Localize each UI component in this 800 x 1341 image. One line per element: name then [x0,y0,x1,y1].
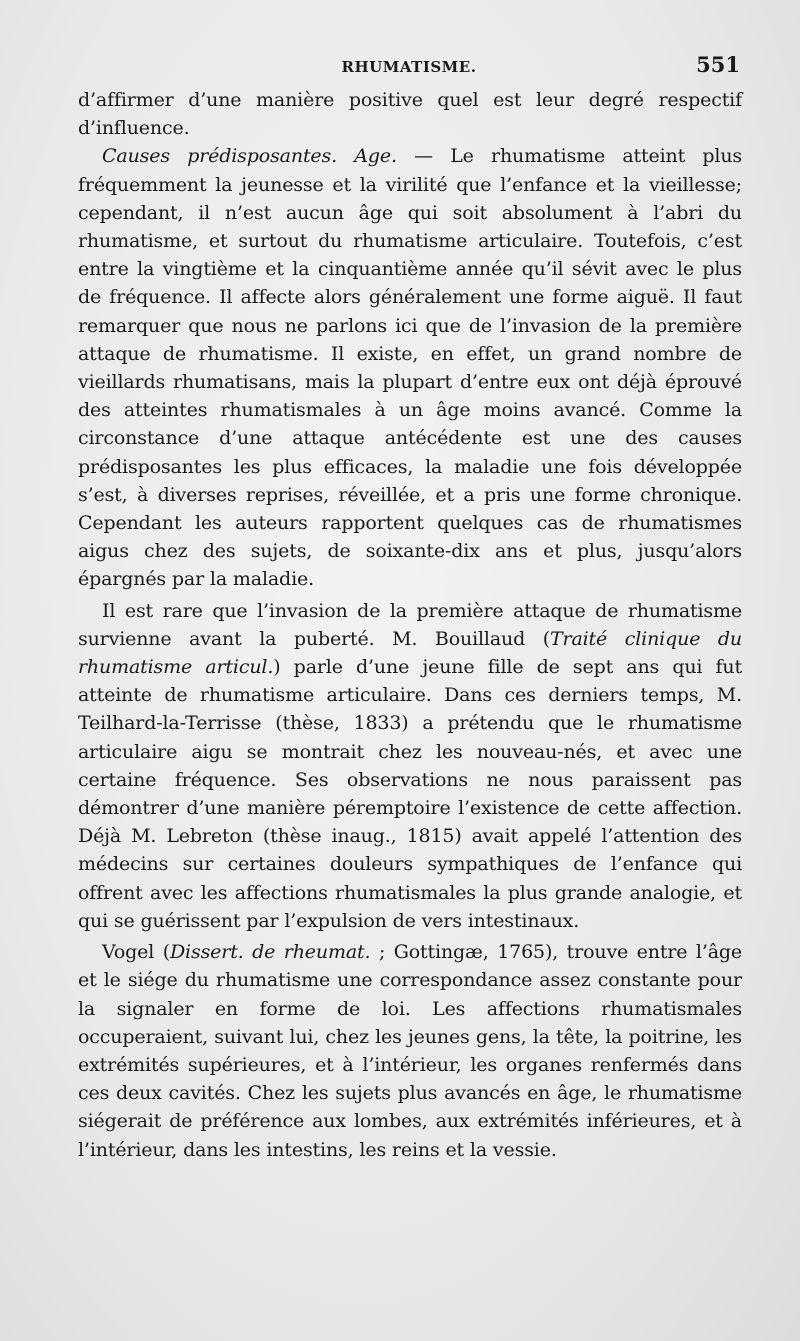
text-run: — Le rhumatisme atteint plus fréquemment la jeunesse et la virilité que l’enfance et la vieillesse; cependant, il n’est aucun âge qui soit absolument à l’abri du rhumatisme, et surtout du rhumatisme articulaire. Toutefois, c’est entre la vingtième et la cinquantième année qu’il sévit avec le plus de fréquence. Il affecte alors généralement une forme aiguë. Il faut remarquer que nous ne parlons ici que de l’invasion de la première attaque de rhumatisme. Il existe, en effet, un grand nombre de vieillards rhumatisans, mais la plupart d’entre eux ont déjà éprouvé des atteintes rhumatismales à un âge moins avancé. Comme la circonstance d’une attaque antécédente est une des causes prédisposantes les plus efficaces, la maladie une fois développée s’est, à diverses reprises, réveillée, et a pris une forme chronique. Cependant les auteurs rapportent quelques cas de rhumatismes aigus chez des sujets, de soixante-dix ans et plus, jusqu’alors épargnés par la maladie. [78,145,743,591]
text-run: Vogel ( [102,941,170,964]
text-run: ) parle d’une jeune fille de sept ans qui fut atteinte de rhumatisme articulaire. Dans ces derniers temps, M. Teilhard-la-Terrisse (thèse, 1833) a prétendu que le rhumatisme articulaire aigu se montrait chez les nouveau-nés, et avec une certaine fréquence. Ses observations ne nous paraissent pas démontrer d’une manière péremptoire l’existence de cette affection. Déjà M. Lebreton (thèse inaug., 1815) avait appelé l’attention des médecins sur certaines douleurs sympathiques de l’enfance qui offrent avec les affections rhumatismales la plus grande analogie, et qui se guérissent par l’expulsion de vers intestinaux. [78,656,742,932]
text-run: Il est rare que l’invasion de la première attaque de rhumatisme survienne avant la puberté. M. Bouillaud ( [78,599,742,650]
paragraph-continuation [78,86,742,142]
citation-title: Traité clinique du rhumatisme articul. [78,627,742,679]
text-run: d’affirmer d’une manière positive quel est leur degré respectif d’influence. [78,89,742,140]
text-run: ; Gottingæ, 1765), trouve entre l’âge et le siége du rhumatisme une correspondance assez constante pour la signaler en forme de loi. Les affections rhumatismales occuperaient, suivant lui, chez les jeunes gens, la tête, la poitrine, les extrémités supérieures, et à l’intérieur, les organes renfermés dans ces deux cavités. Chez les sujets plus avancés en âge, le rhumatisme siégerait de préférence aux lombes, aux extrémités inférieures, et à l’intérieur, dans les intestins, les reins et la vessie. [78,941,743,1161]
paragraph-puberty [78,597,742,935]
page-number: 551 [696,52,740,77]
body-text [78,86,742,1164]
page-header [78,50,740,80]
citation-title: Dissert. de rheumat. [169,941,371,964]
section-heading-italic: Causes prédisposantes. Age. [102,145,397,168]
running-title: RHUMATISME. [341,58,477,76]
paragraph-vogel [78,938,742,1164]
paragraph-causes-age [78,142,742,593]
